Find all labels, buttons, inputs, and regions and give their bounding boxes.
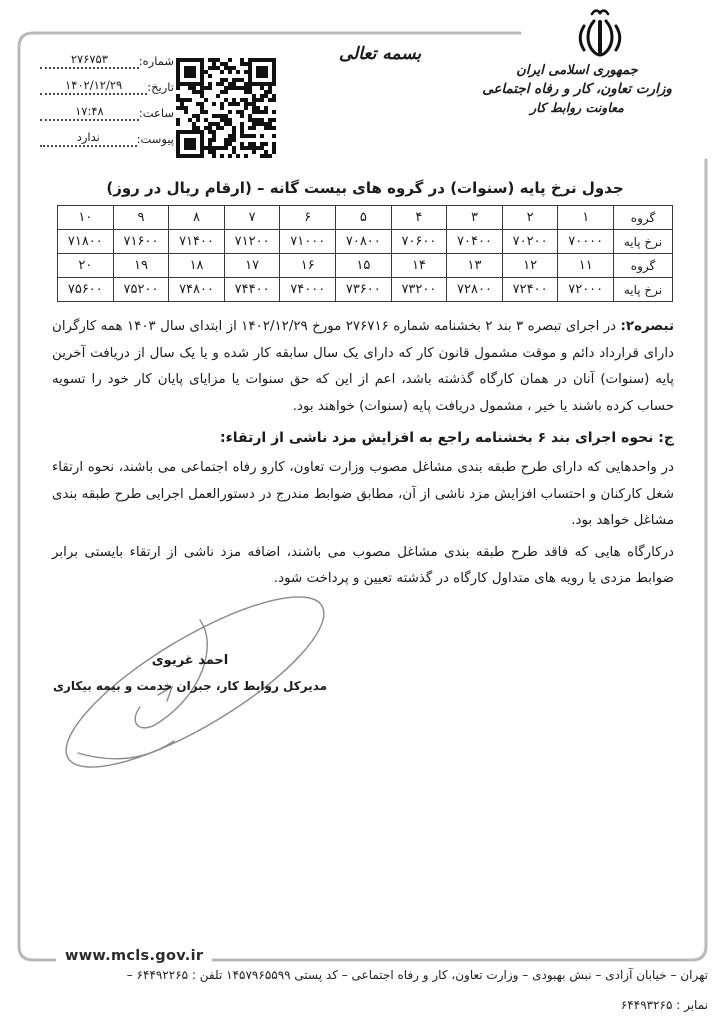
section-j-paragraph-2: درکارگاه هایی که فاقد طرح طبقه بندی مشاغل مصوب می باشند، اضافه مزد ناشی از ارتقاء بایستی برابر ضوابط مزدی یا رویه های متداول کارگاه در گذشته تعیین و پرداخت شود. bbox=[52, 544, 674, 586]
group-cell: ۱۲ bbox=[502, 254, 558, 278]
date-value: ۱۴۰۲/۱۲/۲۹ bbox=[40, 78, 147, 95]
rate-cell: ۷۱۲۰۰ bbox=[224, 230, 280, 254]
date-label: تاریخ: bbox=[147, 80, 174, 94]
rate-cell: ۷۴۴۰۰ bbox=[224, 278, 280, 302]
rate-cell: ۷۰۶۰۰ bbox=[391, 230, 447, 254]
signature-block bbox=[40, 595, 360, 780]
iran-emblem-icon bbox=[568, 8, 632, 64]
group-cell: ۱۸ bbox=[169, 254, 225, 278]
ministry-title: وزارت تعاون، کار و رفاه اجتماعی bbox=[482, 81, 672, 97]
row-label: گروه bbox=[614, 254, 673, 278]
group-cell: ۹ bbox=[113, 206, 169, 230]
rate-cell: ۷۰۲۰۰ bbox=[502, 230, 558, 254]
group-cell: ۱۰ bbox=[58, 206, 114, 230]
note2-text: در اجرای تبصره ۳ بند ۲ بخشنامه شماره ۲۷۶۷۱۶ مورخ ۱۴۰۲/۱۲/۲۹ از ابتدای سال ۱۴۰۳ همه کارگران دارای قرارداد دائم و موقت مشمول قانون کار که دارای یک سال سابقه کار شده و یا یک سال از دریافت آخرین پایه (سنوات) آنان در همان کارگاه گذشته باشد، اعم از این که حق سنوات یا مزایای پایان کار خود را تسویه حساب کرده باشند یا خیر ، مشمول دریافت پایه (سنوات) خواهند بود. bbox=[52, 319, 674, 414]
group-cell: ۲۰ bbox=[58, 254, 114, 278]
group-cell: ۱۳ bbox=[447, 254, 503, 278]
letter-body bbox=[52, 314, 674, 598]
group-cell: ۱۹ bbox=[113, 254, 169, 278]
rate-cell: ۷۴۸۰۰ bbox=[169, 278, 225, 302]
note2-paragraph bbox=[52, 314, 674, 420]
number-value: ۲۷۶۷۵۳ bbox=[40, 52, 139, 69]
row-label: نرخ پایه bbox=[614, 278, 673, 302]
number-field bbox=[38, 52, 174, 69]
rate-cell: ۷۰۸۰۰ bbox=[336, 230, 392, 254]
rate-cell: ۷۲۰۰۰ bbox=[558, 278, 614, 302]
date-field bbox=[38, 78, 174, 95]
table-title: جدول نرخ پایه (سنوات) در گروه های بیست گانه – (ارقام ریال در روز) bbox=[106, 179, 624, 197]
group-row bbox=[58, 254, 673, 278]
signer-name: احمد غریوی bbox=[151, 653, 229, 668]
attachment-field bbox=[38, 130, 174, 147]
rate-cell: ۷۴۰۰۰ bbox=[280, 278, 336, 302]
footer-address: تهران – خیابان آزادی – نبش بهبودی – وزارت تعاون، کار و رفاه اجتماعی – کد پستی ۱۴۵۷۹۶۵۵۹۹ تلفن : ۶۴۴۹۲۲۶۵ – bbox=[126, 968, 708, 982]
rate-cell: ۷۰۴۰۰ bbox=[447, 230, 503, 254]
rate-cell: ۷۳۶۰۰ bbox=[336, 278, 392, 302]
rate-cell: ۷۵۲۰۰ bbox=[113, 278, 169, 302]
group-cell: ۲ bbox=[502, 206, 558, 230]
section-j-paragraph-1: در واحدهایی که دارای طرح طبقه بندی مشاغل مصوب وزارت تعاون، کارو رفاه اجتماعی می باشند، نحوه ارتقاء شغل کارکنان و احتساب افزایش مزد ناشی از آن، مطابق ضوابط مندرج در دستورالعمل اجرایی طرح طبقه بندی مشاغل خواهد بود. bbox=[52, 460, 674, 528]
group-cell: ۱ bbox=[558, 206, 614, 230]
group-cell: ۸ bbox=[169, 206, 225, 230]
rate-cell: ۷۳۲۰۰ bbox=[391, 278, 447, 302]
row-label: نرخ پایه bbox=[614, 230, 673, 254]
footer-fax: نمابر : ۶۴۴۹۳۲۶۵ bbox=[620, 998, 708, 1012]
note2-label: تبصره۲: bbox=[620, 319, 675, 334]
time-field bbox=[38, 104, 174, 121]
ministry-header bbox=[452, 60, 702, 118]
group-cell: ۴ bbox=[391, 206, 447, 230]
group-cell: ۱۶ bbox=[280, 254, 336, 278]
website-link[interactable]: www.mcls.gov.ir bbox=[56, 948, 212, 964]
rate-row bbox=[58, 230, 673, 254]
time-value: ۱۷:۴۸ bbox=[40, 104, 139, 121]
rates-table bbox=[57, 205, 673, 302]
rate-row bbox=[58, 278, 673, 302]
attachment-value: ندارد bbox=[40, 130, 137, 147]
row-label: گروه bbox=[614, 206, 673, 230]
group-cell: ۱۴ bbox=[391, 254, 447, 278]
rate-cell: ۷۱۶۰۰ bbox=[113, 230, 169, 254]
number-label: شماره: bbox=[138, 54, 174, 68]
attachment-label: پیوست: bbox=[136, 132, 174, 146]
signer-title: مدیرکل روابط کار، جبران خدمت و بیمه بیکاری bbox=[52, 679, 328, 693]
rate-cell: ۷۱۰۰۰ bbox=[280, 230, 336, 254]
group-cell: ۱۷ bbox=[224, 254, 280, 278]
country-title: جمهوری اسلامی ایران bbox=[516, 63, 638, 78]
rate-cell: ۷۰۰۰۰ bbox=[558, 230, 614, 254]
group-row bbox=[58, 206, 673, 230]
group-cell: ۷ bbox=[224, 206, 280, 230]
besmele-text: بسمه تعالی bbox=[338, 44, 422, 64]
section-j-heading: ج: نحوه اجرای بند ۶ بخشنامه راجع به افزایش مزد ناشی از ارتقاء: bbox=[220, 430, 674, 446]
rate-cell: ۷۵۶۰۰ bbox=[58, 278, 114, 302]
rate-cell: ۷۱۴۰۰ bbox=[169, 230, 225, 254]
group-cell: ۳ bbox=[447, 206, 503, 230]
group-cell: ۱۵ bbox=[336, 254, 392, 278]
time-label: ساعت: bbox=[138, 106, 174, 120]
rate-cell: ۷۲۸۰۰ bbox=[447, 278, 503, 302]
group-cell: ۶ bbox=[280, 206, 336, 230]
rate-cell: ۷۲۴۰۰ bbox=[502, 278, 558, 302]
group-cell: ۱۱ bbox=[558, 254, 614, 278]
qr-code-icon bbox=[176, 58, 276, 158]
reference-fields bbox=[38, 52, 174, 156]
deputy-title: معاونت روابط کار bbox=[530, 100, 624, 115]
group-cell: ۵ bbox=[336, 206, 392, 230]
rate-cell: ۷۱۸۰۰ bbox=[58, 230, 114, 254]
